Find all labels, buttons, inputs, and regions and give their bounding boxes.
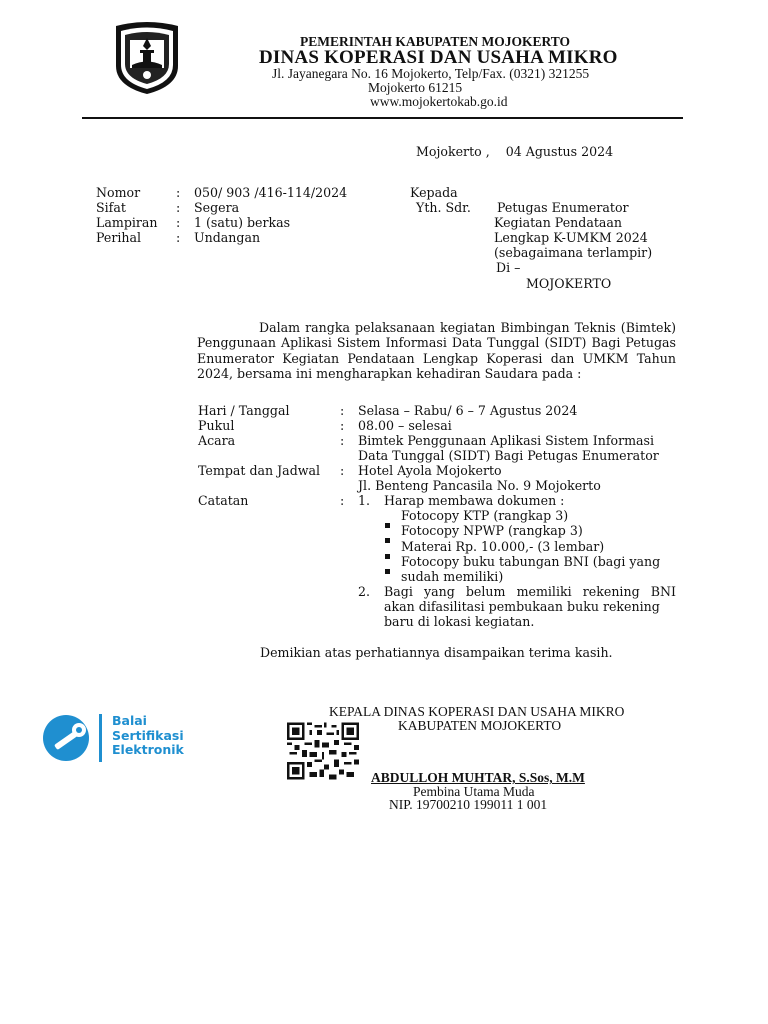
note-text: akan difasilitasi pembukaan buku rekening	[384, 599, 660, 614]
recipient-yth: Yth. Sdr.	[416, 200, 471, 215]
hari-label: Hari / Tanggal	[198, 403, 290, 418]
colon: :	[340, 433, 345, 448]
acara-value: Data Tunggal (SIDT) Bagi Petugas Enumerator	[358, 448, 659, 463]
bsre-line: Balai	[112, 713, 147, 728]
recipient-line: Kegiatan Pendataan	[494, 215, 623, 230]
acara-value: Bimtek Penggunaan Aplikasi Sistem Informasi	[358, 433, 655, 448]
bullet-item: Fotocopy KTP (rangkap 3)	[401, 508, 569, 523]
bsre-logo	[42, 712, 202, 764]
tempat-value: Hotel Ayola Mojokerto	[358, 463, 502, 478]
pukul-label: Pukul	[198, 418, 235, 433]
letter-date: Mojokerto , 04 Agustus 2024	[416, 144, 614, 159]
bullet-item: sudah memiliki)	[401, 569, 504, 584]
pukul-value: 08.00 – selesai	[358, 418, 452, 433]
tempat-label: Tempat dan Jadwal	[198, 463, 321, 478]
note-text: Harap membawa dokumen :	[384, 493, 565, 508]
acara-label: Acara	[198, 433, 236, 448]
colon: :	[340, 493, 345, 508]
meta-label-lampiran: Lampiran	[96, 215, 158, 230]
bullet-item: Fotocopy NPWP (rangkap 3)	[401, 523, 583, 538]
bullet-item: Fotocopy buku tabungan BNI (bagi yang	[401, 554, 661, 569]
catatan-label: Catatan	[198, 493, 249, 508]
colon: :	[176, 200, 181, 215]
dept-name: DINAS KOPERASI DAN USAHA MIKRO	[259, 47, 618, 68]
colon: :	[340, 418, 345, 433]
header-divider	[82, 117, 683, 119]
meta-label-perihal: Perihal	[96, 230, 142, 245]
hari-value: Selasa – Rabu/ 6 – 7 Agustus 2024	[358, 403, 578, 418]
colon: :	[340, 463, 345, 478]
signature-title: KEPALA DINAS KOPERASI DAN USAHA MIKRO	[329, 704, 625, 719]
website: www.mojokertokab.go.id	[370, 94, 508, 109]
signer-rank: Pembina Utama Muda	[413, 784, 535, 799]
signer-name: ABDULLOH MUHTAR, S.Sos, M.M	[371, 770, 585, 785]
recipient-place: MOJOKERTO	[526, 276, 612, 291]
city-zip: Mojokerto 61215	[368, 80, 463, 95]
bullet-item: Materai Rp. 10.000,- (3 lembar)	[401, 539, 605, 554]
recipient-line: Petugas Enumerator	[497, 200, 629, 215]
note-text: baru di lokasi kegiatan.	[384, 614, 535, 629]
note-text: Bagi yang belum memiliki rekening BNI	[384, 584, 676, 599]
closing-text: Demikian atas perhatiannya disampaikan terima kasih.	[260, 645, 613, 660]
tempat-value: Jl. Benteng Pancasila No. 9 Mojokerto	[358, 478, 601, 493]
meta-label-nomor: Nomor	[96, 185, 141, 200]
colon: :	[176, 230, 181, 245]
colon: :	[176, 185, 181, 200]
note-number: 2.	[358, 584, 371, 599]
colon: :	[340, 403, 345, 418]
body-paragraph-text: Dalam rangka pelaksanaan kegiatan Bimbingan Teknis (Bimtek) Penggunaan Aplikasi Sistem Informasi Data Tunggal (SIDT) Bagi Petugas Enumerator Kegiatan Pendataan Lengkap Koperasi dan UMKM Tahun 2024, bersama ini mengharapkan kehadiran Saudara pada :	[197, 320, 676, 381]
qr-code-icon	[287, 722, 359, 780]
bsre-line: Sertifikasi	[112, 727, 184, 743]
colon: :	[176, 215, 181, 230]
address: Jl. Jayanegara No. 16 Mojokerto, Telp/Fax. (0321) 321255	[272, 66, 590, 81]
meta-label-sifat: Sifat	[96, 200, 126, 215]
meta-value-lampiran: 1 (satu) berkas	[194, 215, 291, 230]
regency-emblem-logo	[110, 20, 184, 96]
signature-title: KABUPATEN MOJOKERTO	[398, 718, 562, 733]
note-number: 1.	[358, 493, 371, 508]
key-icon	[42, 712, 106, 764]
recipient-di: Di –	[496, 260, 521, 275]
meta-value-nomor: 050/ 903 /416-114/2024	[194, 185, 348, 200]
bsre-line: Elektronik	[112, 742, 184, 757]
bsre-text	[112, 714, 184, 758]
recipient-kepada: Kepada	[410, 185, 458, 200]
gov-name: PEMERINTAH KABUPATEN MOJOKERTO	[300, 34, 571, 49]
meta-value-sifat: Segera	[194, 200, 240, 215]
signer-nip: NIP. 19700210 199011 1 001	[389, 797, 548, 812]
body-paragraph	[197, 320, 676, 381]
recipient-line: Lengkap K-UMKM 2024	[494, 230, 648, 245]
meta-value-perihal: Undangan	[194, 230, 261, 245]
bullet-icon	[385, 559, 390, 578]
recipient-line: (sebagaimana terlampir)	[494, 245, 653, 260]
